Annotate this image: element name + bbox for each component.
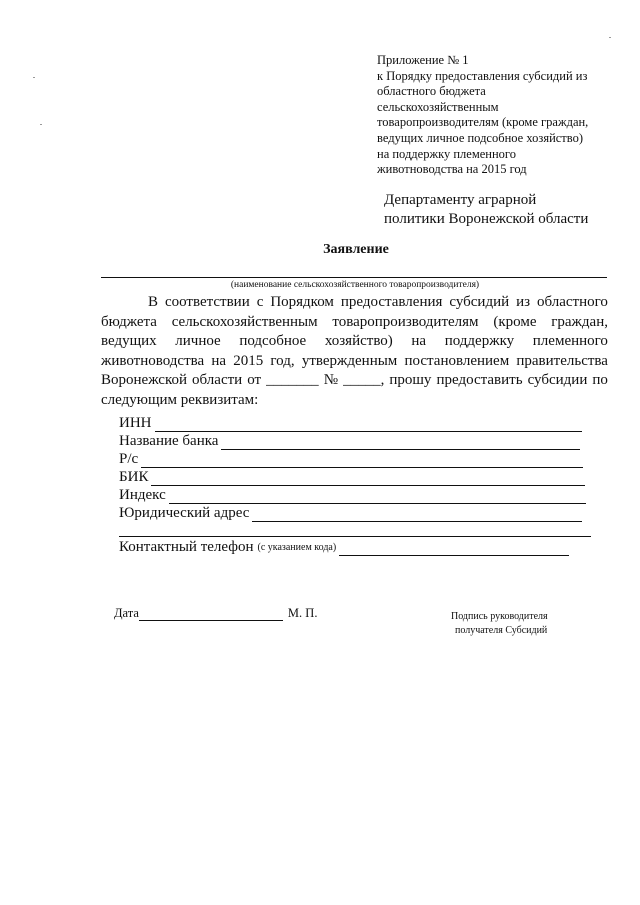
inn-label: ИНН [119, 415, 152, 431]
index-input-line[interactable] [169, 489, 586, 504]
bank-label: Название банка [119, 433, 219, 449]
body-word: субсидий [449, 294, 510, 310]
appendix-header [377, 53, 627, 178]
scan-speck [40, 124, 42, 125]
bik-field [119, 469, 585, 486]
appendix-line: товаропроизводителям (кроме граждан, [377, 115, 589, 130]
scan-speck [609, 37, 611, 38]
appendix-line: Приложение № 1 [377, 53, 469, 67]
decree-date-blank[interactable]: _______ [266, 372, 319, 389]
signature-block [451, 610, 591, 638]
body-word: прошу [389, 372, 432, 389]
phone-label: Контактный телефон [119, 539, 254, 555]
bank-input-line[interactable] [221, 435, 580, 450]
body-word: соответствии [164, 294, 250, 310]
body-line-2 [101, 313, 608, 333]
stamp-label: М. П. [287, 606, 318, 620]
document-title [0, 242, 640, 258]
bik-input-line[interactable] [151, 471, 585, 486]
scan-speck [33, 77, 35, 78]
body-word: следующим реквизитам: [101, 391, 259, 408]
body-line-5 [101, 371, 608, 391]
body-word: 2015 [233, 352, 264, 369]
addressee-line: политики Воронежской области [384, 211, 589, 227]
producer-name-caption [0, 280, 640, 290]
address-label: Юридический адрес [119, 505, 250, 521]
body-word: поддержку [444, 333, 515, 350]
date-label: Дата [114, 606, 139, 620]
body-word: ведущих [101, 333, 157, 350]
index-field [119, 487, 586, 504]
appendix-line: к Порядку предоставления субсидий из [377, 68, 588, 83]
body-word: области [192, 372, 243, 389]
appendix-line: сельскохозяйственным [377, 99, 499, 114]
body-word: личное [175, 333, 221, 350]
account-field [119, 451, 583, 468]
bik-label: БИК [119, 469, 149, 485]
body-word: областного [536, 294, 608, 310]
index-label: Индекс [119, 487, 166, 503]
body-word: утвержденным [301, 352, 398, 369]
body-word: подсобное [239, 333, 307, 350]
producer-name-caption-text: (наименование сельскохозяйственного товаропроизводителя) [230, 280, 480, 290]
body-word: (кроме [493, 313, 537, 330]
body-word: хозяйство) [324, 333, 393, 350]
body-line-4 [101, 352, 608, 372]
body-word: по [592, 372, 608, 389]
bank-field [119, 433, 580, 450]
address-continuation-line[interactable] [119, 536, 591, 537]
date-row [114, 606, 317, 621]
body-word: постановлением [404, 352, 510, 369]
body-word: товаропроизводителям [332, 313, 479, 330]
account-label: Р/с [119, 451, 139, 467]
body-line-1 [101, 293, 608, 313]
body-word: год, [270, 352, 295, 369]
body-word: бюджета [101, 313, 157, 330]
body-word: из [516, 294, 531, 310]
inn-field [119, 415, 582, 432]
body-word: Воронежской [101, 372, 187, 389]
phone-field [119, 539, 569, 556]
phone-note: (с указанием кода) [257, 542, 337, 553]
document-title-text: Заявление [323, 242, 389, 257]
body-word: сельскохозяйственным [171, 313, 318, 330]
body-word: племенного [532, 333, 608, 350]
body-word: № [323, 372, 339, 389]
phone-input-line[interactable] [339, 541, 569, 556]
appendix-line: областного бюджета [377, 84, 486, 99]
body-word: В [148, 294, 159, 310]
account-input-line[interactable] [141, 453, 583, 468]
body-word: на [411, 333, 427, 350]
appendix-line: на поддержку племенного [377, 146, 516, 161]
date-input-line[interactable] [139, 608, 283, 621]
body-word: от [247, 372, 262, 389]
body-word: предоставления [340, 294, 443, 310]
address-field [119, 505, 582, 522]
body-word: субсидии [527, 372, 588, 389]
body-word: животноводства [101, 352, 205, 369]
body-word: предоставить [436, 372, 523, 389]
producer-name-line[interactable] [101, 277, 607, 278]
body-word: на [211, 352, 227, 369]
application-body [101, 293, 608, 411]
signature-line: Подпись руководителя [451, 611, 548, 622]
address-input-line[interactable] [252, 507, 582, 522]
body-line-6 [101, 391, 608, 411]
body-word: с [256, 294, 264, 310]
addressee [384, 191, 624, 229]
appendix-line: животноводства на 2015 год [377, 162, 527, 177]
body-word: правительства [516, 352, 608, 369]
body-word: граждан, [551, 313, 608, 330]
decree-number-blank[interactable]: _____, [343, 372, 385, 389]
signature-line: получателя Субсидий [455, 625, 548, 636]
inn-input-line[interactable] [155, 417, 582, 432]
body-line-3 [101, 332, 608, 352]
addressee-line: Департаменту аграрной [384, 192, 537, 208]
appendix-line: ведущих личное подсобное хозяйство) [377, 130, 583, 145]
body-word: Порядком [270, 294, 334, 310]
